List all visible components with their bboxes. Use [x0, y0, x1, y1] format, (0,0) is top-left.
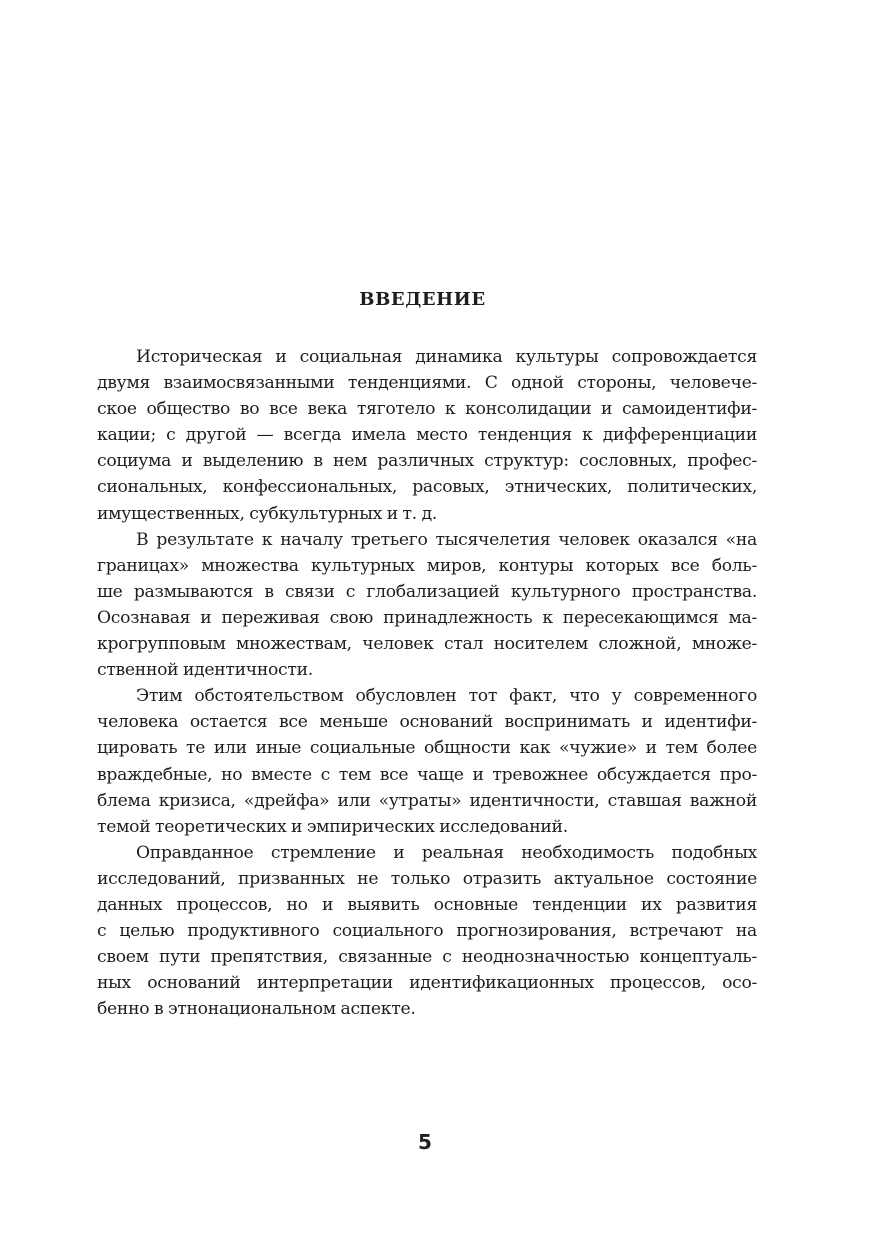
- text-line: границах» множества культурных миров, контуры которых все боль-: [97, 555, 757, 576]
- paragraph: [97, 344, 757, 527]
- paragraph: [97, 683, 757, 840]
- text-line: ское общество во все века тяготело к консолидации и самоидентифи-: [97, 399, 757, 420]
- text-line: Осознавая и переживая свою принадлежность к пересекающимся ма-: [97, 607, 757, 628]
- text-line: бенно в этнонациональном аспекте.: [97, 999, 416, 1020]
- text-line: ше размываются в связи с глобализацией культурного пространства.: [97, 581, 757, 602]
- text-line: исследований, призванных не только отразить актуальное состояние: [97, 868, 757, 889]
- text-line: своем пути препятствия, связанные с неоднозначностью концептуаль-: [97, 947, 757, 968]
- body-text: [97, 344, 757, 1022]
- text-line: Этим обстоятельством обусловлен тот факт, что у современного: [136, 686, 757, 707]
- text-line: имущественных, субкультурных и т. д.: [97, 503, 438, 524]
- text-line: Историческая и социальная динамика культуры сопровождается: [136, 347, 757, 367]
- text-line: социума и выделению в нем различных структур: сословных, профес-: [97, 451, 757, 472]
- paragraph: [97, 840, 757, 1023]
- text-line: В результате к началу третьего тысячелетия человек оказался «на: [136, 529, 757, 550]
- page-number: 5: [418, 1130, 432, 1154]
- chapter-heading: ВВЕДЕНИЕ: [359, 289, 486, 310]
- text-line: ственной идентичности.: [97, 660, 313, 681]
- text-line: крогрупповым множествам, человек стал носителем сложной, множе-: [97, 634, 757, 655]
- text-line: блема кризиса, «дрейфа» или «утраты» идентичности, ставшая важной: [97, 790, 757, 811]
- paragraph: [97, 527, 757, 684]
- text-line: двумя взаимосвязанными тенденциями. С одной стороны, человече-: [97, 373, 757, 394]
- text-line: темой теоретических и эмпирических исследований.: [97, 816, 568, 837]
- text-line: Оправданное стремление и реальная необходимость подобных: [136, 842, 757, 863]
- text-line: с целью продуктивного социального прогнозирования, встречают на: [97, 921, 757, 942]
- text-line: человека остается все меньше оснований воспринимать и идентифи-: [97, 712, 757, 733]
- text-line: данных процессов, но и выявить основные тенденции их развития: [97, 894, 757, 915]
- text-line: враждебные, но вместе с тем все чаще и тревожнее обсуждается про-: [97, 764, 757, 785]
- text-line: сиональных, конфессиональных, расовых, этнических, политических,: [97, 477, 757, 498]
- text-line: ных оснований интерпретации идентификационных процессов, осо-: [97, 973, 757, 994]
- text-line: цировать те или иные социальные общности как «чужие» и тем более: [97, 738, 757, 759]
- text-line: кации; с другой — всегда имела место тенденция к дифференциации: [97, 425, 757, 446]
